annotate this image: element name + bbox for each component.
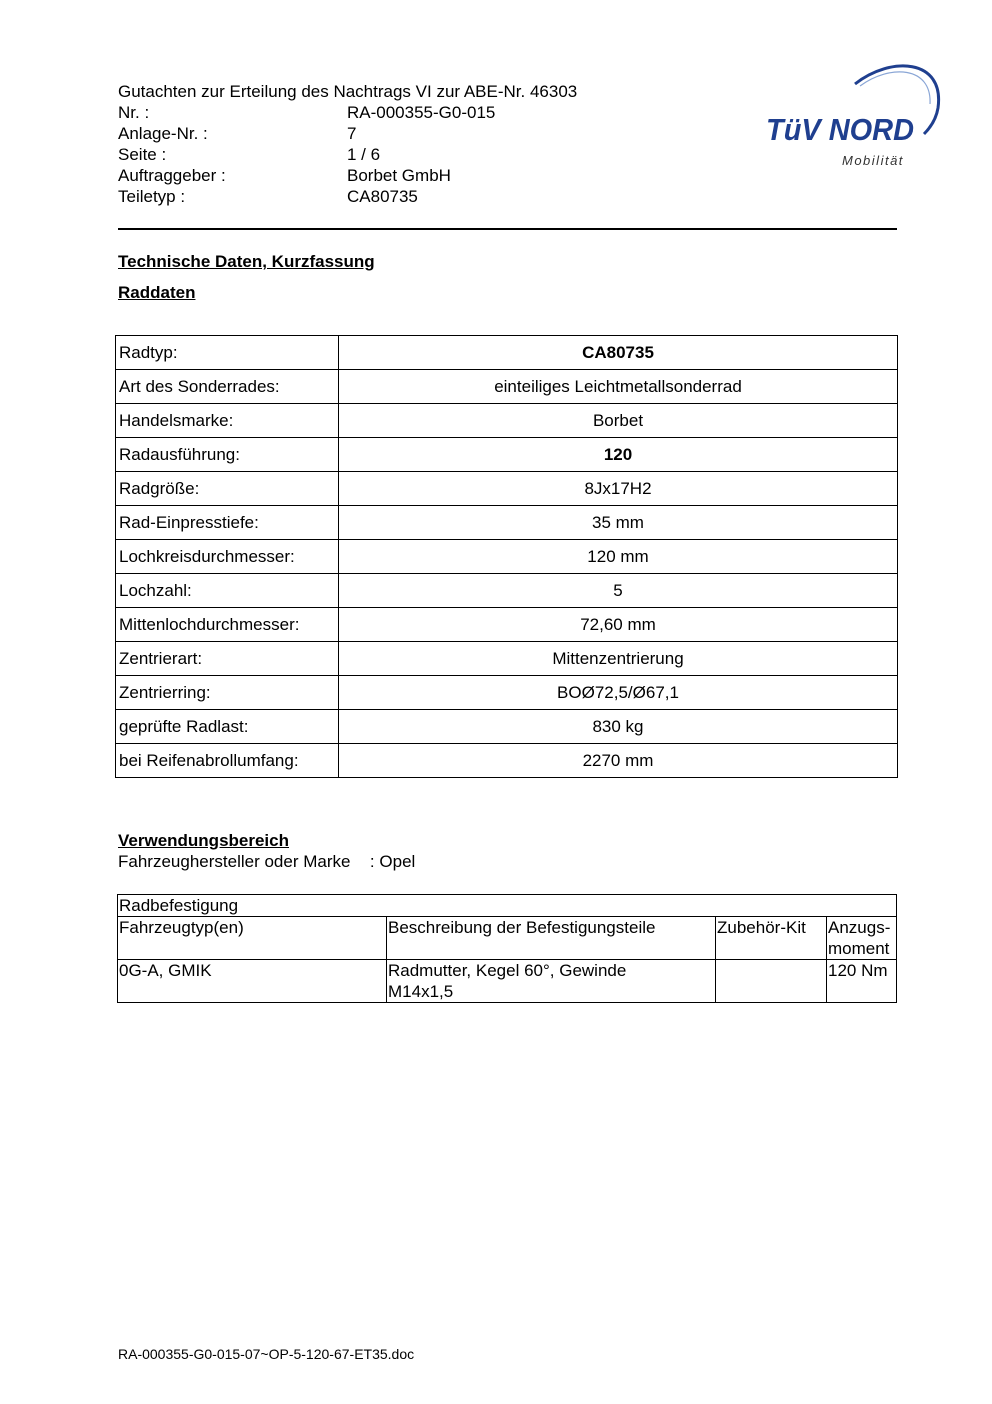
table-row <box>116 710 898 744</box>
table-row <box>116 642 898 676</box>
document-header <box>118 81 577 207</box>
section-title-verwendung: Verwendungsbereich <box>118 831 289 850</box>
header-label: Teiletyp : <box>118 187 186 206</box>
table-title: Radbefestigung <box>118 895 897 917</box>
table-row <box>116 370 898 404</box>
row-value: 2270 mm <box>339 744 898 778</box>
row-label: Radausführung: <box>116 438 339 472</box>
table-row <box>116 506 898 540</box>
maker-separator: : <box>369 852 375 871</box>
header-row-auftraggeber <box>118 165 577 186</box>
row-label: Art des Sonderrades: <box>116 370 339 404</box>
table-row <box>116 438 898 472</box>
logo-arc-inner <box>860 72 930 104</box>
document-title: Gutachten zur Erteilung des Nachtrags VI zur ABE-Nr. 46303 <box>118 82 578 101</box>
header-row-anlage <box>118 123 577 144</box>
header-fahrzeugtyp: Fahrzeugtyp(en) <box>118 917 387 960</box>
row-label: Radtyp: <box>116 336 339 370</box>
row-value: Borbet <box>339 404 898 438</box>
cell-beschreibung: Radmutter, Kegel 60°, Gewinde M14x1,5 <box>387 960 716 1003</box>
cell-anzugsmoment: 120 Nm <box>827 960 897 1003</box>
row-value: 8Jx17H2 <box>339 472 898 506</box>
table-title-row <box>118 895 897 917</box>
table-row <box>116 336 898 370</box>
table-row <box>116 744 898 778</box>
header-label: Seite : <box>118 145 167 164</box>
logo-brand-text: TüV NORD <box>766 112 914 147</box>
radbefestigung-table <box>117 894 897 1003</box>
row-label: Radgröße: <box>116 472 339 506</box>
header-value: 1 / 6 <box>347 145 381 164</box>
row-label: Zentrierart: <box>116 642 339 676</box>
header-zubehoer-kit: Zubehör-Kit <box>716 917 827 960</box>
header-label: Auftraggeber : <box>118 166 226 185</box>
row-value: Mittenzentrierung <box>339 642 898 676</box>
header-divider <box>118 228 897 230</box>
row-label: geprüfte Radlast: <box>116 710 339 744</box>
header-beschreibung: Beschreibung der Befestigungsteile <box>387 917 716 960</box>
row-value: CA80735 <box>339 336 898 370</box>
header-value: RA-000355-G0-015 <box>347 103 496 122</box>
table-row <box>118 960 897 1003</box>
row-value: 120 <box>339 438 898 472</box>
header-anzugsmoment: Anzugs- moment <box>827 917 897 960</box>
table-row <box>116 404 898 438</box>
row-label: Handelsmarke: <box>116 404 339 438</box>
row-value: 72,60 mm <box>339 608 898 642</box>
cell-fahrzeugtyp: 0G-A, GMIK <box>118 960 387 1003</box>
header-value: 7 <box>347 124 357 143</box>
header-row-seite <box>118 144 577 165</box>
row-value: 5 <box>339 574 898 608</box>
row-value: BOØ72,5/Ø67,1 <box>339 676 898 710</box>
tuv-nord-logo <box>760 58 945 173</box>
header-row-nr <box>118 102 577 123</box>
header-label: Nr. : <box>118 103 150 122</box>
header-label: Anlage-Nr. : <box>118 124 208 143</box>
row-value: 120 mm <box>339 540 898 574</box>
table-row <box>116 608 898 642</box>
row-value: 830 kg <box>339 710 898 744</box>
header-value: CA80735 <box>347 187 418 206</box>
logo-sub-text: Mobilität <box>842 153 904 168</box>
table-row <box>116 472 898 506</box>
row-label: Mittenlochdurchmesser: <box>116 608 339 642</box>
header-value: Borbet GmbH <box>347 166 451 185</box>
maker-label: Fahrzeughersteller oder Marke <box>118 852 351 871</box>
row-label: Lochzahl: <box>116 574 339 608</box>
row-value: einteiliges Leichtmetallsonderrad <box>339 370 898 404</box>
raddaten-table <box>115 335 898 778</box>
header-row-teiletyp <box>118 186 577 207</box>
cell-zubehoer-kit <box>716 960 827 1003</box>
footer-filename: RA-000355-G0-015-07~OP-5-120-67-ET35.doc <box>118 1346 415 1362</box>
maker-line <box>118 851 415 872</box>
row-label: Rad-Einpresstiefe: <box>116 506 339 540</box>
section-title-technical: Technische Daten, Kurzfassung <box>118 252 375 271</box>
section-title-raddaten: Raddaten <box>118 283 196 302</box>
verwendungsbereich <box>118 830 415 872</box>
row-value: 35 mm <box>339 506 898 540</box>
row-label: Lochkreisdurchmesser: <box>116 540 339 574</box>
row-label: Zentrierring: <box>116 676 339 710</box>
table-row <box>116 540 898 574</box>
maker-value: Opel <box>379 852 416 871</box>
row-label: bei Reifenabrollumfang: <box>116 744 339 778</box>
table-row <box>116 676 898 710</box>
table-row <box>116 574 898 608</box>
table-header-row <box>118 917 897 960</box>
